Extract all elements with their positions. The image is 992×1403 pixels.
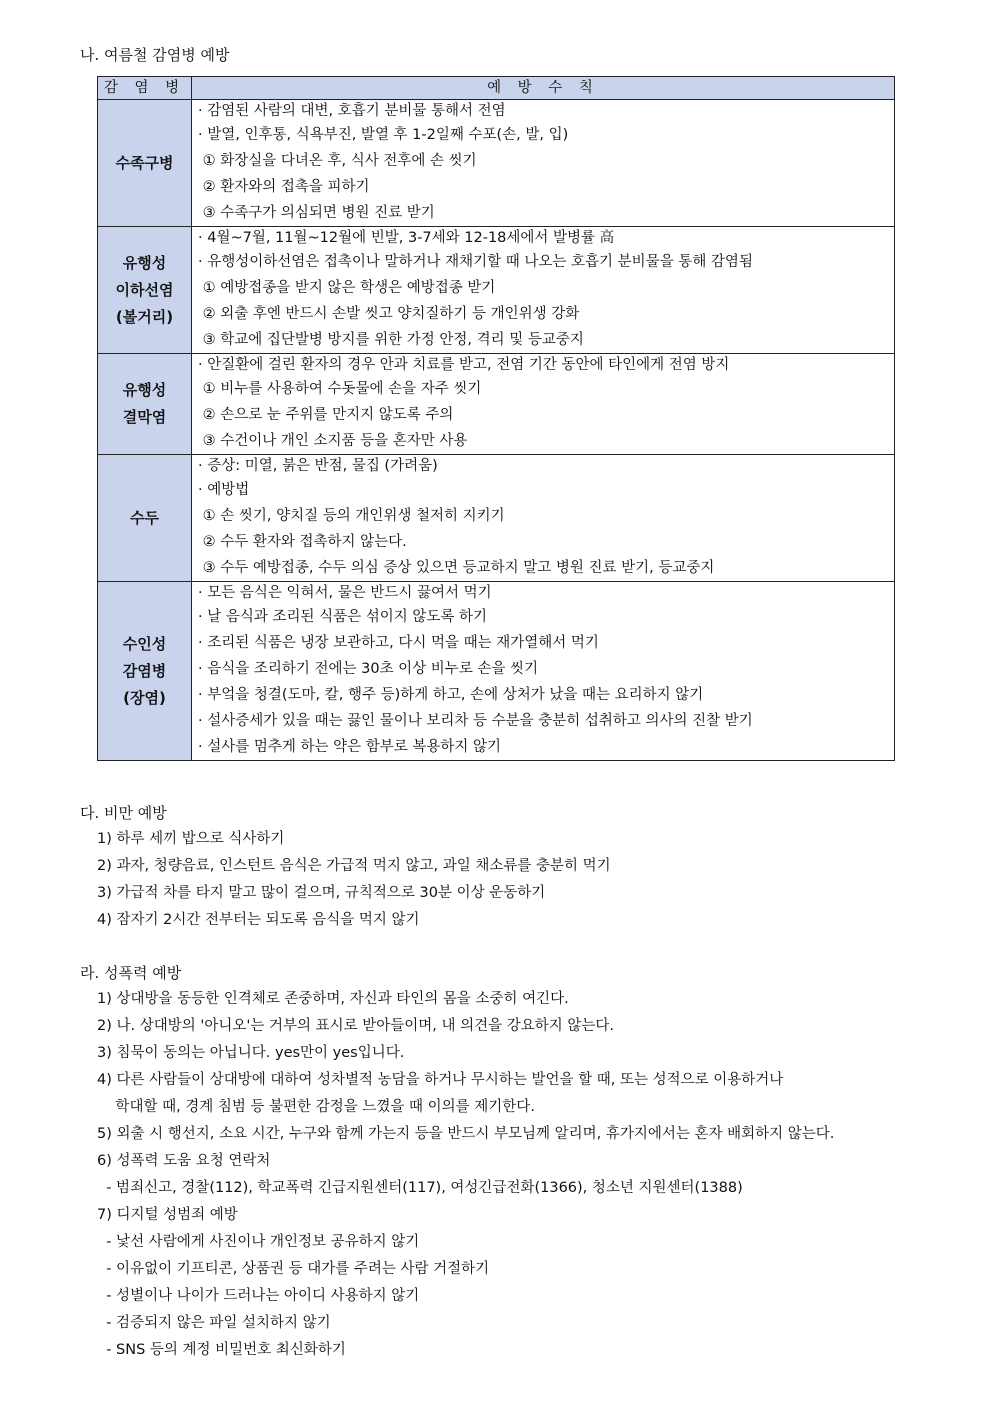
list-item: - 이유없이 기프티콘, 상품권 등 대가를 주려는 사람 거절하기 [97, 1261, 490, 1277]
table-row [98, 354, 895, 455]
list-item: 3) 가급적 차를 타지 말고 많이 걸으며, 규칙적으로 30분 이상 운동하기 [97, 885, 546, 901]
rule-item: · 발열, 인후통, 식욕부진, 발열 후 1-2일째 수포(손, 발, 입) [198, 127, 569, 143]
list-item: 3) 침묵이 동의는 아닙니다. yes만이 yes입니다. [97, 1045, 405, 1061]
rule-item: · 4월~7월, 11월~12월에 빈발, 3-7세와 12-18세에서 발병률 高 [198, 230, 615, 246]
disease-name: 수인성 감염병 (장염) [98, 582, 192, 761]
rule-item: ③ 학교에 집단발병 방지를 위한 가정 안정, 격리 및 등교중지 [198, 332, 584, 348]
disease-name: 유행성 이하선염 (볼거리) [98, 227, 192, 354]
section-ra-title: 라. 성폭력 예방 [80, 964, 182, 982]
header-disease: 감 염 병 [98, 77, 192, 100]
rule-item: · 감염된 사람의 대변, 호흡기 분비물 통해서 전염 [198, 103, 506, 119]
rule-item: · 설사를 멈추게 하는 약은 함부로 복용하지 않기 [198, 739, 502, 755]
rule-item: · 모든 음식은 익혀서, 물은 반드시 끓여서 먹기 [198, 585, 492, 601]
rule-item: ① 비누를 사용하여 수돗물에 손을 자주 씻기 [198, 381, 482, 397]
table-row [98, 455, 895, 582]
rule-item: ① 화장실을 다녀온 후, 식사 전후에 손 씻기 [198, 153, 477, 169]
disease-name: 유행성 결막염 [98, 354, 192, 455]
rule-item: ② 외출 후엔 반드시 손발 씻고 양치질하기 등 개인위생 강화 [198, 306, 580, 322]
list-item: 6) 성폭력 도움 요청 연락처 [97, 1153, 271, 1169]
prevention-rules [192, 354, 895, 455]
list-item: 2) 과자, 청량음료, 인스턴트 음식은 가급적 먹지 않고, 과일 채소류를 충분히 먹기 [97, 858, 611, 874]
obesity-prevention-list [97, 826, 611, 934]
list-item: 4) 다른 사람들이 상대방에 대하여 성차별적 농담을 하거나 무시하는 발언을 할 때, 또는 성적으로 이용하거나 [97, 1072, 784, 1088]
list-item: 2) 나. 상대방의 '아니오'는 거부의 표시로 받아들이며, 내 의견을 강요하지 않는다. [97, 1018, 614, 1034]
disease-prevention-table [97, 76, 895, 761]
section-da-title: 다. 비만 예방 [80, 804, 167, 822]
rule-item: ② 수두 환자와 접촉하지 않는다. [198, 534, 407, 550]
rule-item: · 증상: 미열, 붉은 반점, 물집 (가려움) [198, 458, 438, 474]
list-item: - 낯선 사람에게 사진이나 개인정보 공유하지 않기 [97, 1234, 420, 1250]
list-item: - 검증되지 않은 파일 설치하지 않기 [97, 1315, 331, 1331]
table-row [98, 100, 895, 227]
prevention-rules [192, 455, 895, 582]
prevention-rules [192, 100, 895, 227]
list-item: - 범죄신고, 경찰(112), 학교폭력 긴급지원센터(117), 여성긴급전화(1366), 청소년 지원센터(1388) [97, 1180, 743, 1196]
prevention-rules [192, 227, 895, 354]
rule-item: · 유행성이하선염은 접촉이나 말하거나 재채기할 때 나오는 호흡기 분비물을 통해 감염됨 [198, 254, 753, 270]
list-item: - 성별이나 나이가 드러나는 아이디 사용하지 않기 [97, 1288, 420, 1304]
list-item: 1) 하루 세끼 밥으로 식사하기 [97, 831, 285, 847]
rule-item: · 조리된 식품은 냉장 보관하고, 다시 먹을 때는 재가열해서 먹기 [198, 635, 599, 651]
rule-item: ① 예방접종을 받지 않은 학생은 예방접종 받기 [198, 280, 496, 296]
list-item: - SNS 등의 계정 비밀번호 최신화하기 [97, 1342, 346, 1358]
rule-item: ③ 수두 예방접종, 수두 의심 증상 있으면 등교하지 말고 병원 진료 받기, 등교중지 [198, 560, 715, 576]
disease-name: 수두 [98, 455, 192, 582]
rule-item: ③ 수건이나 개인 소지품 등을 혼자만 사용 [198, 433, 468, 449]
header-rules: 예 방 수 칙 [192, 77, 895, 100]
rule-item: · 음식을 조리하기 전에는 30초 이상 비누로 손을 씻기 [198, 661, 539, 677]
list-item: 5) 외출 시 행선지, 소요 시간, 누구와 함께 가는지 등을 반드시 부모님께 알리며, 휴가지에서는 혼자 배회하지 않는다. [97, 1126, 835, 1142]
rule-item: · 부엌을 청결(도마, 칼, 행주 등)하게 하고, 손에 상처가 났을 때는 요리하지 않기 [198, 687, 704, 703]
list-item: 7) 디지털 성범죄 예방 [97, 1207, 238, 1223]
sexual-violence-prevention-list [97, 986, 834, 1364]
rule-item: · 설사증세가 있을 때는 끓인 물이나 보리차 등 수분을 충분히 섭취하고 의사의 진찰 받기 [198, 713, 753, 729]
table-row [98, 582, 895, 761]
rule-item: ① 손 씻기, 양치질 등의 개인위생 철저히 지키기 [198, 508, 505, 524]
rule-item: ③ 수족구가 의심되면 병원 진료 받기 [198, 205, 435, 221]
rule-item: · 예방법 [198, 482, 250, 498]
rule-item: · 안질환에 걸린 환자의 경우 안과 치료를 받고, 전염 기간 동안에 타인에게 전염 방지 [198, 357, 730, 373]
table-row [98, 227, 895, 354]
list-item: 1) 상대방을 동등한 인격체로 존중하며, 자신과 타인의 몸을 소중히 여긴다. [97, 991, 569, 1007]
section-na-title: 나. 여름철 감염병 예방 [80, 46, 230, 64]
rule-item: · 날 음식과 조리된 식품은 섞이지 않도록 하기 [198, 609, 487, 625]
list-item: 4) 잠자기 2시간 전부터는 되도록 음식을 먹지 않기 [97, 912, 420, 928]
prevention-rules [192, 582, 895, 761]
disease-name: 수족구병 [98, 100, 192, 227]
rule-item: ② 손으로 눈 주위를 만지지 않도록 주의 [198, 407, 454, 423]
rule-item: ② 환자와의 접촉을 피하기 [198, 179, 370, 195]
list-item: 학대할 때, 경계 침범 등 불편한 감정을 느꼈을 때 이의를 제기한다. [97, 1099, 535, 1115]
